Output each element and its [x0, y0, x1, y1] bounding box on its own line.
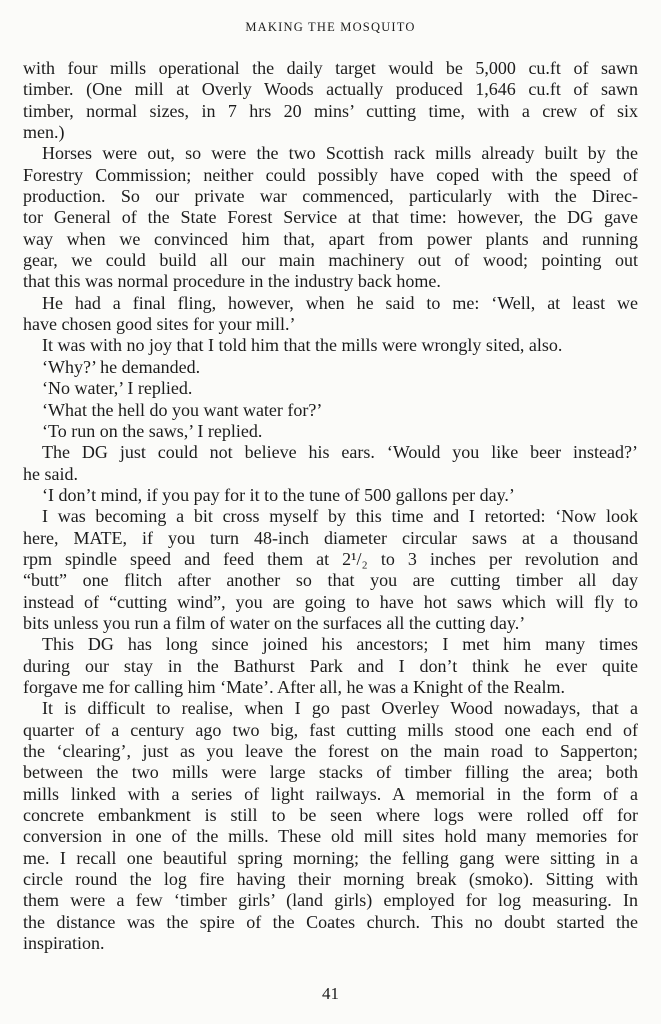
text-line: timber, normal sizes, in 7 hrs 20 mins’ cutting time, with a crew of six [23, 100, 638, 121]
body-text [23, 58, 638, 954]
text-line: here, MATE, if you turn 48-inch diameter circular saws at a thousand [23, 527, 638, 548]
text-line: conversion in one of the mills. These old mill sites hold many memories for [23, 826, 638, 847]
text-line: he said. [23, 463, 78, 484]
text-line: timber. (One mill at Overly Woods actually produced 1,646 cu.ft of sawn [23, 79, 638, 100]
text-line: the distance was the spire of the Coates church. This no doubt started the [23, 911, 638, 932]
text-line: It is difficult to realise, when I go past Overley Wood nowadays, that a [42, 698, 638, 719]
text-line: them were a few ‘timber girls’ (land girls) employed for log measuring. In [23, 890, 638, 911]
text-line: with four mills operational the daily target would be 5,000 cu.ft of sawn [23, 58, 638, 78]
text-line: He had a final fling, however, when he said to me: ‘Well, at least we [42, 292, 638, 313]
page-number: 41 [322, 984, 339, 1003]
text-line: that this was normal procedure in the industry back home. [23, 271, 441, 292]
text-line: Forestry Commission; neither could possibly have coped with the speed of [23, 164, 638, 185]
text-line: quarter of a century ago two big, fast cutting mills stood one each end of [23, 719, 638, 740]
text-line: have chosen good sites for your mill.’ [23, 314, 296, 335]
text-line: instead of “cutting wind”, you are going to have hot saws which will fly to [23, 591, 638, 612]
text-line: ‘What the hell do you want water for?’ [42, 399, 323, 420]
text-line: inspiration. [23, 933, 105, 954]
text-line: ‘Why?’ he demanded. [42, 356, 201, 377]
text-line: tor General of the State Forest Service at that time: however, the DG gave [23, 207, 638, 228]
text-line: ‘No water,’ I replied. [42, 378, 193, 399]
text-line: men.) [23, 122, 65, 143]
text-line: between the two mills were large stacks of timber filling the area; both [23, 762, 638, 783]
text-line: “butt” one flitch after another so that you are cutting timber all day [23, 570, 638, 591]
text-line: gear, we could build all our main machinery out of wood; pointing out [23, 250, 638, 271]
text-line: ‘To run on the saws,’ I replied. [42, 420, 263, 441]
text-line: This DG has long since joined his ancestors; I met him many times [42, 634, 638, 655]
text-line: The DG just could not believe his ears. ‘Would you like beer instead?’ [42, 442, 638, 463]
text-line: way when we convinced him that, apart from power plants and running [23, 228, 638, 249]
text-line: the ‘clearing’, just as you leave the forest on the main road to Sapperton; [23, 741, 638, 761]
text-line: bits unless you run a film of water on the surfaces all the cutting day.’ [23, 612, 526, 633]
text-line: production. So our private war commenced, particularly with the Direc- [23, 186, 638, 207]
text-line: rpm spindle speed and feed them at 2¹/₂ to 3 inches per revolution and [23, 548, 638, 569]
text-line: I was becoming a bit cross myself by this time and I retorted: ‘Now look [42, 506, 638, 527]
running-head: MAKING THE MOSQUITO [245, 20, 416, 34]
text-line: concrete embankment is still to be seen where logs were rolled off for [23, 805, 638, 826]
text-line: Horses were out, so were the two Scottish rack mills already built by the [42, 143, 638, 164]
text-line: forgave me for calling him ‘Mate’. After all, he was a Knight of the Realm. [23, 676, 565, 697]
text-line: circle round the log fire having their morning break (smoko). Sitting with [23, 869, 638, 890]
text-line: ‘I don’t mind, if you pay for it to the tune of 500 gallons per day.’ [42, 484, 515, 505]
text-line: It was with no joy that I told him that the mills were wrongly sited, also. [42, 335, 563, 356]
text-line: me. I recall one beautiful spring morning; the felling gang were sitting in a [23, 847, 638, 868]
text-line: mills linked with a series of light railways. A memorial in the form of a [23, 783, 638, 804]
text-line: during our stay in the Bathurst Park and I don’t think he ever quite [23, 655, 638, 676]
